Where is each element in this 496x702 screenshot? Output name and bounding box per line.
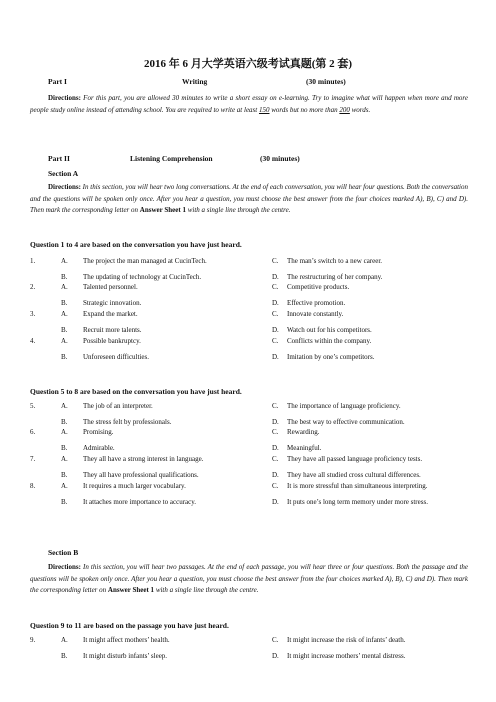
question-number: 7. [30, 455, 36, 463]
part2-name: Listening Comprehension [130, 154, 213, 163]
part1-label: Part I [48, 77, 67, 86]
option-a: Expand the market. [83, 310, 138, 318]
option-c: Innovate constantly. [287, 310, 344, 318]
option-d: Meaningful. [287, 444, 322, 452]
option-letter: D. [272, 353, 279, 361]
option-d: The best way to effective communication. [287, 418, 405, 426]
question-number: 6. [30, 428, 36, 436]
option-a: The project the man managed at CucinTech. [83, 257, 207, 265]
option-b: The stress felt by professionals. [83, 418, 172, 426]
option-b: Recruit more talents. [83, 326, 142, 334]
option-letter: C. [272, 257, 279, 265]
part2-label: Part II [48, 154, 70, 163]
option-d: They have all studied cross cultural differences. [287, 471, 421, 479]
option-c: They have all passed language proficiency tests. [287, 455, 423, 463]
option-letter: B. [61, 444, 68, 452]
option-letter: D. [272, 299, 279, 307]
option-letter: C. [272, 283, 279, 291]
option-c: It might increase the risk of infants’ death. [287, 636, 406, 644]
option-d: Watch out for his competitors. [287, 326, 372, 334]
option-letter: A. [61, 428, 68, 436]
option-letter: D. [272, 273, 279, 281]
option-letter: B. [61, 273, 68, 281]
option-letter: D. [272, 471, 279, 479]
option-c: Rewarding. [287, 428, 320, 436]
option-letter: A. [61, 455, 68, 463]
option-a: Possible bankruptcy. [83, 337, 141, 345]
question-number: 5. [30, 402, 36, 410]
section-b-heading: Section B [48, 548, 79, 557]
option-a: Talented personnel. [83, 283, 138, 291]
section-a-heading: Section A [48, 169, 79, 178]
option-letter: D. [272, 498, 279, 506]
option-letter: D. [272, 444, 279, 452]
option-letter: A. [61, 283, 68, 291]
option-a: Promising. [83, 428, 114, 436]
section-a-directions: Directions: In this section, you will hear two long conversations. At the end of each conversation, you will hear four questions. Both the conversation and the questions will be spoken only once. After you hear a question, you must choose the best answer from the four choices marked A), B), C) and D). Then mark the corresponding letter on Answer Sheet 1 with a single line through the centre. [30, 183, 468, 214]
option-letter: D. [272, 418, 279, 426]
question-group-heading: Question 5 to 8 are based on the conversation you have just heard. [30, 387, 242, 396]
option-letter: B. [61, 471, 68, 479]
option-letter: C. [272, 482, 279, 490]
option-letter: C. [272, 402, 279, 410]
option-d: Effective promotion. [287, 299, 346, 307]
option-letter: C. [272, 337, 279, 345]
part1-directions: Directions: For this part, you are allowed 30 minutes to write a short essay on e-learning. Try to imagine what will happen when more and more people study online instead of attending school. You are required to write at least 150 words but no more than 200 words. [30, 94, 468, 114]
option-d: It puts one’s long term memory under more stress. [287, 498, 428, 506]
option-letter: B. [61, 418, 68, 426]
option-a: It requires a much larger vocabulary. [83, 482, 186, 490]
option-letter: A. [61, 482, 68, 490]
option-c: The importance of language proficiency. [287, 402, 401, 410]
option-b: Unforeseen difficulties. [83, 353, 149, 361]
question-number: 3. [30, 310, 36, 318]
option-c: It is more stressful than simultaneous interpreting. [287, 482, 428, 490]
option-letter: B. [61, 498, 68, 506]
option-a: They all have a strong interest in language. [83, 455, 204, 463]
option-letter: C. [272, 455, 279, 463]
question-number: 4. [30, 337, 36, 345]
option-letter: C. [272, 428, 279, 436]
question-number: 8. [30, 482, 36, 490]
option-letter: A. [61, 337, 68, 345]
option-letter: A. [61, 402, 68, 410]
question-number: 1. [30, 257, 36, 265]
option-letter: B. [61, 353, 68, 361]
option-b: Strategic innovation. [83, 299, 142, 307]
question-group-heading: Question 1 to 4 are based on the conversation you have just heard. [30, 240, 242, 249]
option-letter: C. [272, 310, 279, 318]
option-letter: B. [61, 652, 68, 660]
option-b: They all have professional qualifications. [83, 471, 199, 479]
option-letter: D. [272, 652, 279, 660]
option-c: Conflicts within the company. [287, 337, 372, 345]
option-b: Admirable. [83, 444, 115, 452]
option-b: It might disturb infants’ sleep. [83, 652, 168, 660]
question-number: 2. [30, 283, 36, 291]
question-group-heading: Question 9 to 11 are based on the passage you have just heard. [30, 621, 229, 630]
section-b-directions: Directions: In this section, you will hear two passages. At the end of each passage, you will hear three or four questions. Both the passage and the questions will be spoken only once. After you hear a question, you must choose the best answer from the four choices marked A), B), C) and D). Then mark the corresponding letter on Answer Sheet 1 with a single line through the centre. [30, 563, 468, 594]
option-a: The job of an interpreter. [83, 402, 153, 410]
option-letter: B. [61, 299, 68, 307]
option-letter: C. [272, 636, 279, 644]
option-d: The restructuring of her company. [287, 273, 383, 281]
option-b: The updating of technology at CucinTech. [83, 273, 202, 281]
question-number: 9. [30, 636, 36, 644]
page-title: 2016 年 6 月大学英语六级考试真题(第 2 套) [143, 58, 353, 70]
option-d: It might increase mothers’ mental distress. [287, 652, 406, 660]
option-letter: A. [61, 257, 68, 265]
option-c: Competitive products. [287, 283, 350, 291]
option-a: It might affect mothers’ health. [83, 636, 170, 644]
option-letter: A. [61, 636, 68, 644]
part1-name: Writing [182, 77, 208, 86]
part2-time: (30 minutes) [260, 154, 300, 163]
option-d: Imitation by one’s competitors. [287, 353, 375, 361]
option-letter: A. [61, 310, 68, 318]
option-b: It attaches more importance to accuracy. [83, 498, 197, 506]
option-letter: B. [61, 326, 68, 334]
part1-time: (30 minutes) [306, 77, 346, 86]
option-letter: D. [272, 326, 279, 334]
option-c: The man’s switch to a new career. [287, 257, 383, 265]
